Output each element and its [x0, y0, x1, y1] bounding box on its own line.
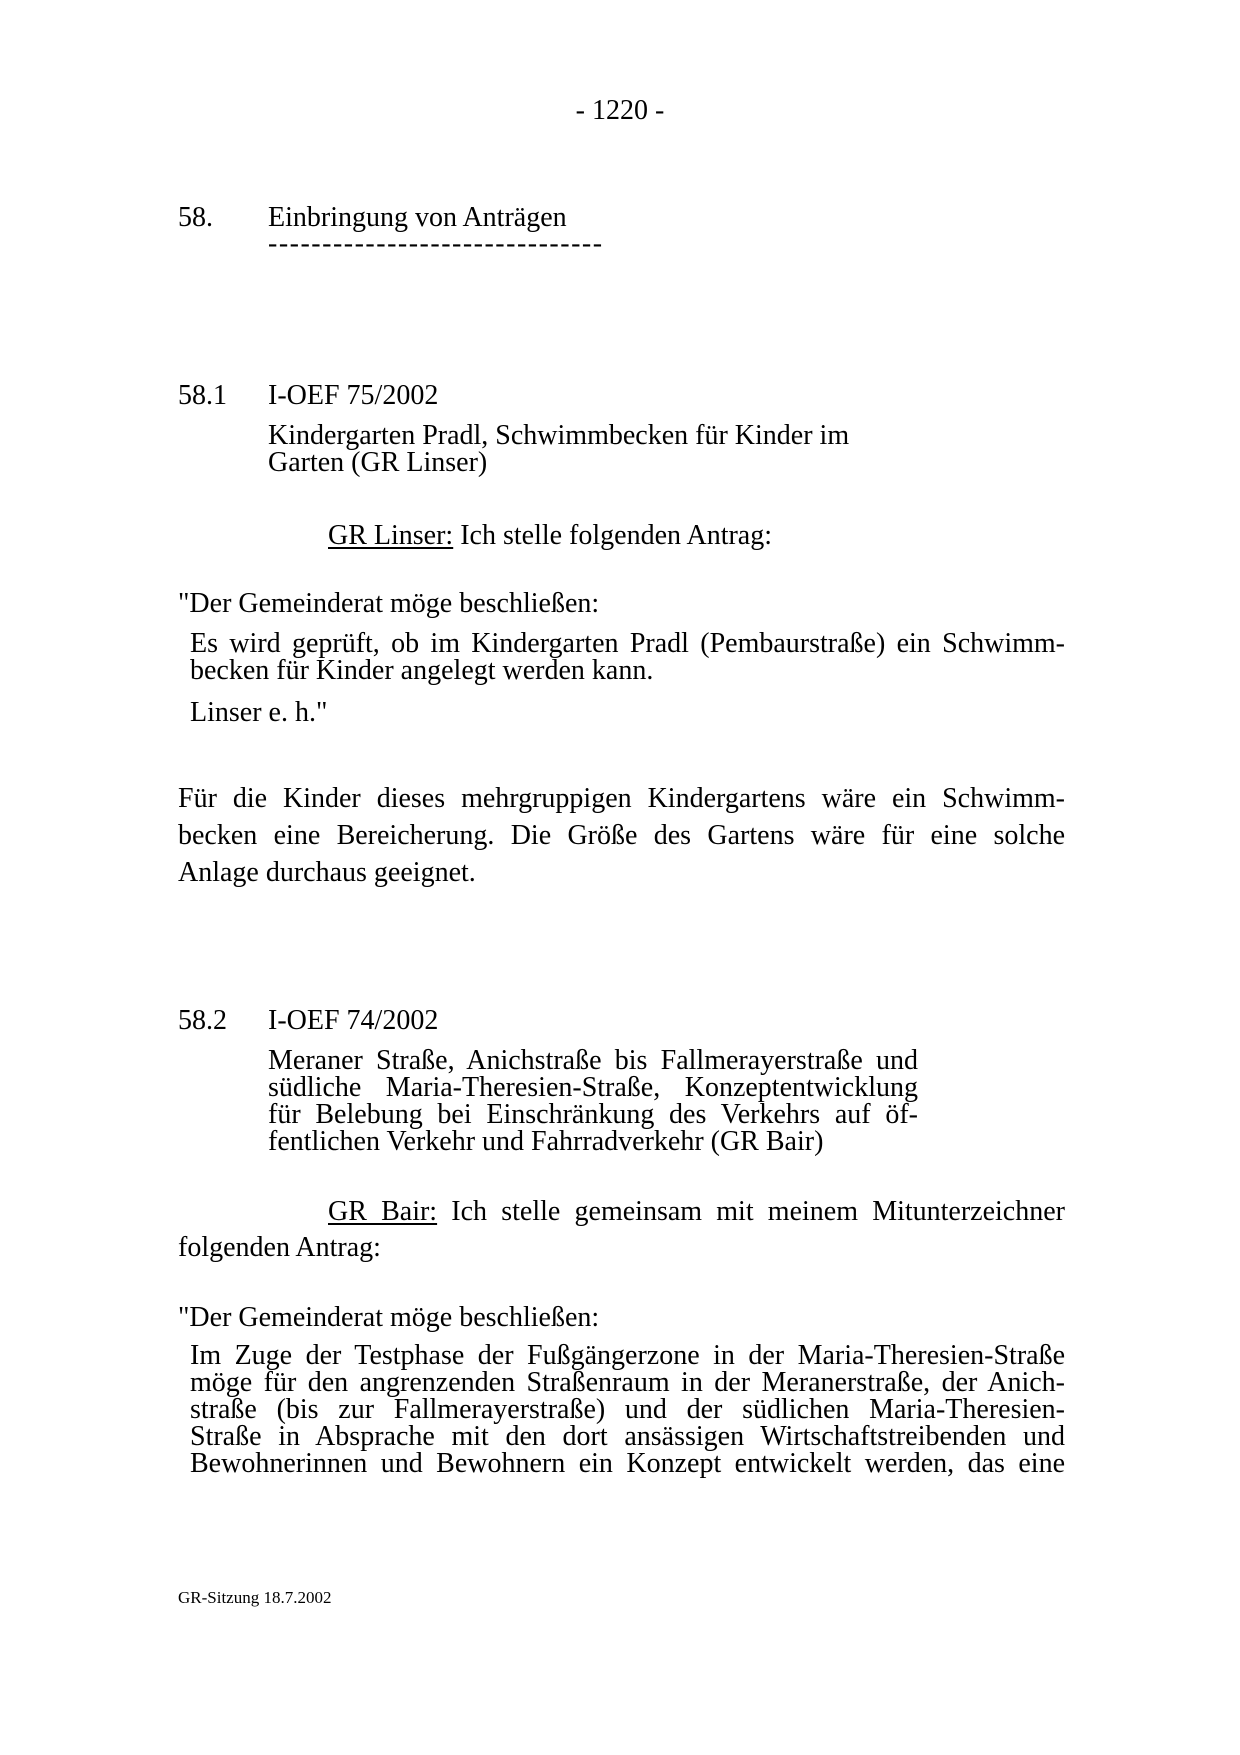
section-number: 58. — [178, 202, 213, 233]
speaker-statement — [328, 520, 772, 552]
item-title — [268, 422, 849, 476]
paragraph-line: Für die Kinder dieses mehrgruppigen Kindergartens wäre ein Schwimm- — [178, 783, 1065, 814]
motion-intro: "Der Gemeinderat möge beschließen: — [178, 588, 600, 619]
speaker-name: GR Linser: — [328, 520, 454, 551]
item-title-line: südliche Maria-Theresien-Straße, Konzeptentwicklung — [268, 1072, 918, 1103]
speaker-name: GR Bair: — [328, 1196, 438, 1227]
item-title-line: Garten (GR Linser) — [268, 447, 488, 478]
motion-intro: "Der Gemeinderat möge beschließen: — [178, 1302, 600, 1333]
item-title-line: Meraner Straße, Anichstraße bis Fallmerayerstraße und — [268, 1045, 918, 1076]
item-title — [268, 1047, 918, 1155]
motion-text — [190, 1342, 1065, 1477]
motion-line: straße (bis zur Fallmerayerstraße) und der südlichen Maria-Theresien- — [190, 1394, 1065, 1425]
motion-line: Straße in Absprache mit den dort ansässigen Wirtschaftstreibenden und — [190, 1421, 1065, 1452]
item-title-line: fentlichen Verkehr und Fahrradverkehr (GR Bair) — [268, 1126, 824, 1157]
justification-paragraph — [178, 780, 1065, 891]
item-code: I-OEF 75/2002 — [268, 380, 439, 411]
motion-line: möge für den angrenzenden Straßenraum in der Meranerstraße, der Anich- — [190, 1367, 1065, 1398]
section-title-underline: ------------------------------- — [268, 228, 604, 259]
page-number: - 1220 - — [575, 95, 665, 126]
motion-text — [190, 630, 1065, 684]
speaker-text-continued: folgenden Antrag: — [178, 1232, 381, 1263]
speaker-statement — [328, 1196, 1065, 1228]
speaker-text: Ich stelle folgenden Antrag: — [453, 520, 773, 551]
paragraph-line: Anlage durchaus geeignet. — [178, 857, 476, 888]
speaker-text: Ich stelle gemeinsam mit meinem Mitunterzeichner — [437, 1196, 1065, 1227]
item-number: 58.2 — [178, 1005, 227, 1036]
motion-line: Bewohnerinnen und Bewohnern ein Konzept entwickelt werden, das eine — [190, 1448, 1065, 1479]
signature: Linser e. h." — [190, 697, 328, 728]
item-title-line: für Belebung bei Einschränkung des Verkehrs auf öf- — [268, 1099, 918, 1130]
paragraph-line: becken eine Bereicherung. Die Größe des Gartens wäre für eine solche — [178, 820, 1065, 851]
item-code: I-OEF 74/2002 — [268, 1005, 439, 1036]
footer-meeting-date: GR-Sitzung 18.7.2002 — [178, 1588, 332, 1607]
motion-line: Es wird geprüft, ob im Kindergarten Pradl (Pembaurstraße) ein Schwimm- — [190, 628, 1065, 659]
item-number: 58.1 — [178, 380, 227, 411]
motion-line: becken für Kinder angelegt werden kann. — [190, 655, 654, 686]
section-title: Einbringung von Anträgen — [268, 202, 567, 233]
motion-line: Im Zuge der Testphase der Fußgängerzone in der Maria-Theresien-Straße — [190, 1340, 1065, 1371]
item-title-line: Kindergarten Pradl, Schwimmbecken für Kinder im — [268, 420, 850, 451]
